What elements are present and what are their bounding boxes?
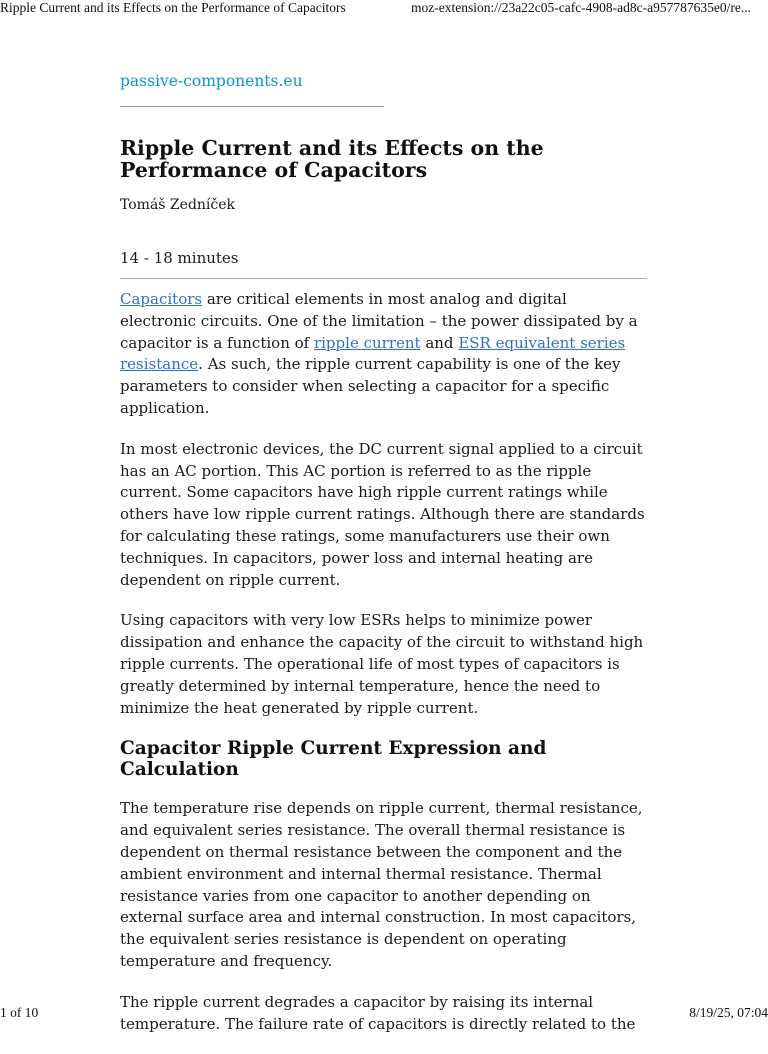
link-ripple-current[interactable]: ripple current xyxy=(313,333,421,352)
print-header-url: moz-extension://23a22c05-cafc-4908-ad8c-a957787635e0/re... xyxy=(411,0,751,15)
site-domain-link[interactable]: passive-components.eu xyxy=(120,72,384,107)
paragraph-low-esr: Using capacitors with very low ESRs helps to minimize power dissipation and enhance the capacity of the circuit to withstand high ripple currents. The operational life of most types of capacitors is greatly determined by internal temperature, hence the need to minimize the heat generated by ripple current. xyxy=(120,611,644,717)
print-header xyxy=(0,0,768,20)
article-author: Tomáš Zedníček xyxy=(120,197,236,213)
reading-time: 14 - 18 minutes xyxy=(120,249,647,279)
reader-view xyxy=(120,72,647,1054)
print-header-title: Ripple Current and its Effects on the Performance of Capacitors xyxy=(0,0,346,15)
link-esr[interactable]: ESR equivalent series resistance xyxy=(120,333,626,374)
paragraph-intro xyxy=(120,289,647,420)
paragraph-dc-current: In most electronic devices, the DC current signal applied to a circuit has an AC portion. This AC portion is referred to as the ripple current. Some capacitors have high ripple current ratings while others have low ripple current ratings. Although there are standards for calculating these ratings, some manufacturers use their own techniques. In capacitors, power loss and internal heating are dependent on ripple current. xyxy=(120,439,645,589)
paragraph-intro-text-1: are critical elements in most analog and digital electronic circuits. One of the limitation – the power dissipated by a capacitor is a function of xyxy=(120,290,638,352)
print-datetime: 8/19/25, 07:04 xyxy=(689,1005,768,1020)
article-title: Ripple Current and its Effects on the Performance of Capacitors xyxy=(120,136,544,182)
paragraph-intro-text-3: . As such, the ripple current capability is one of the key parameters to consider when selecting a capacitor for a specific application. xyxy=(120,355,621,417)
section-heading: Capacitor Ripple Current Expression and Calculation xyxy=(120,738,547,781)
page-number: 1 of 10 xyxy=(0,1005,39,1020)
link-capacitors[interactable]: Capacitors xyxy=(120,290,203,308)
paragraph-temperature: The temperature rise depends on ripple current, thermal resistance, and equivalent series resistance. The overall thermal resistance is dependent on thermal resistance between the component and the ambient environment and internal thermal resistance. Thermal resistance varies from one capacitor to another depending on external surface area and internal construction. In most capacitors, the equivalent series resistance is dependent on operating temperature and frequency. xyxy=(120,799,643,970)
paragraph-intro-text-2: and xyxy=(420,333,459,352)
paragraph-degradation: The ripple current degrades a capacitor by raising its internal temperature. The failure rate of capacitors is directly related to the xyxy=(120,992,636,1033)
print-footer xyxy=(0,1002,768,1024)
